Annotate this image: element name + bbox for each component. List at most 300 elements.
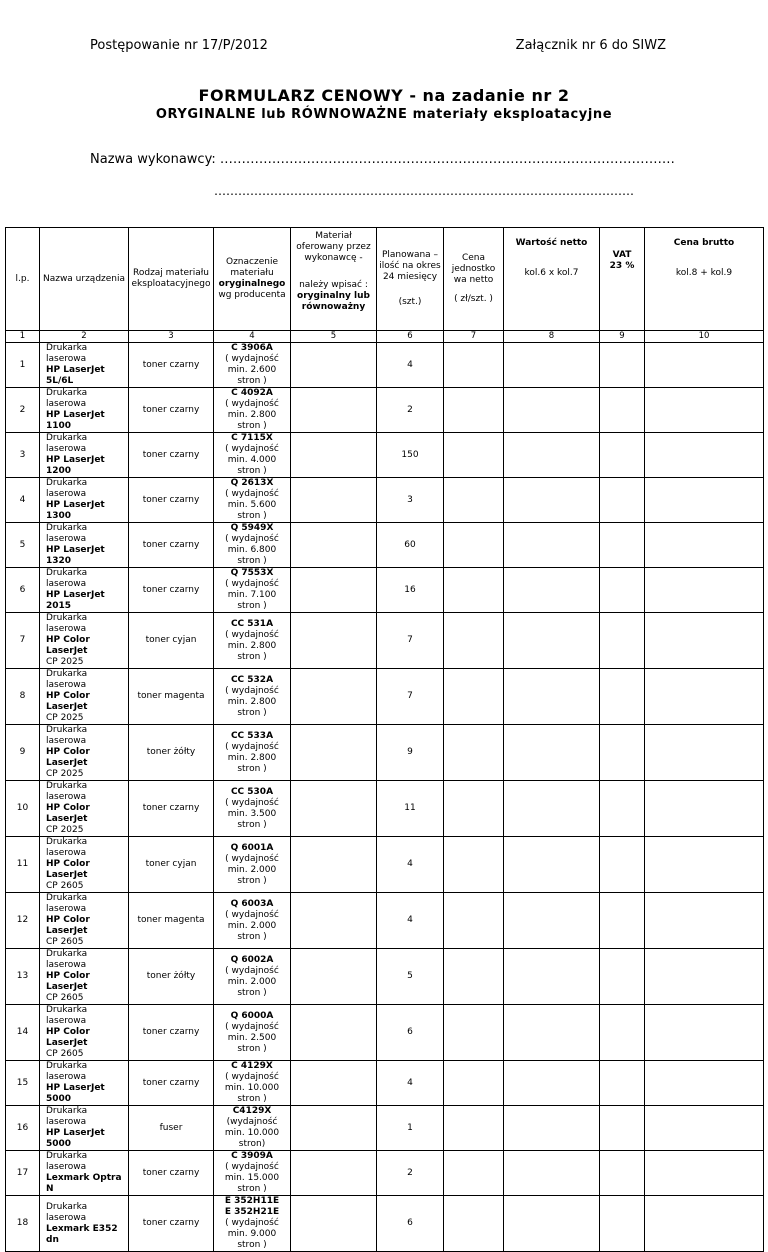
net-value-cell <box>504 781 600 837</box>
gross-price-cell <box>645 568 764 613</box>
gross-price-cell <box>645 613 764 669</box>
net-value-cell <box>504 837 600 893</box>
row-yield: ( wydajność min. 15.000 stron ) <box>224 1162 280 1194</box>
column-number-row <box>6 331 764 343</box>
unit-price-cell <box>444 478 504 523</box>
quantity-cell <box>377 1196 444 1252</box>
device-cell <box>40 949 129 1005</box>
quantity-cell <box>377 837 444 893</box>
row-type: toner czarny <box>142 539 200 550</box>
row-dev1: Drukarka laserowa <box>46 1151 88 1172</box>
row-yield: ( wydajność min. 6.800 stron ) <box>225 534 279 566</box>
gross-price-cell <box>645 669 764 725</box>
net-value-cell <box>504 949 600 1005</box>
row-qty: 16 <box>404 584 416 595</box>
net-value-cell <box>504 478 600 523</box>
header-quantity-line1: Planowana – ilość na okres 24 miesięcy <box>379 250 441 282</box>
quantity-cell <box>377 343 444 388</box>
unit-price-cell <box>444 568 504 613</box>
row-dev3: CP 2605 <box>46 1049 84 1059</box>
row-qty: 7 <box>407 691 413 701</box>
gross-price-cell <box>645 1005 764 1061</box>
row-type: toner cyjan <box>145 635 197 645</box>
quantity-cell <box>377 949 444 1005</box>
header-gross-line1: Cena brutto <box>673 238 735 248</box>
row-code: CC 530A <box>230 786 274 797</box>
row-dev2: HP Color LaserJet <box>46 915 90 936</box>
unit-price-cell <box>444 893 504 949</box>
net-value-cell <box>504 343 600 388</box>
table-row <box>6 893 764 949</box>
row-code: Q 2613X <box>230 478 274 488</box>
gross-price-cell <box>645 388 764 433</box>
device-cell <box>40 343 129 388</box>
offered-material-cell <box>291 893 377 949</box>
gross-price-cell <box>645 1061 764 1106</box>
unit-price-cell <box>444 1196 504 1252</box>
device-cell <box>40 837 129 893</box>
gross-price-cell <box>645 343 764 388</box>
material-type-cell <box>129 837 214 893</box>
quantity-cell <box>377 478 444 523</box>
vat-cell <box>600 949 645 1005</box>
row-dev2: HP LaserJet 5L/6L <box>46 365 105 386</box>
row-dev3: CP 2605 <box>46 881 84 891</box>
row-yield: ( wydajność min. 10.000 stron ) <box>224 1072 280 1104</box>
row-type: toner czarny <box>142 1027 200 1037</box>
row-lp: 17 <box>16 1167 29 1178</box>
row-yield: ( wydajność min. 2.800 stron ) <box>225 629 279 662</box>
table-row <box>6 1061 764 1106</box>
row-dev2: HP LaserJet 1300 <box>46 500 105 521</box>
row-lp: 2 <box>19 404 26 415</box>
unit-price-cell <box>444 781 504 837</box>
header-quantity <box>377 228 444 331</box>
row-code: C 4129X <box>231 1061 273 1071</box>
row-lp: 14 <box>16 1027 29 1037</box>
offered-material-cell <box>291 781 377 837</box>
original-code-cell <box>214 1061 291 1106</box>
gross-price-cell <box>645 837 764 893</box>
row-type: toner czarny <box>142 1077 200 1088</box>
row-dev1: Drukarka laserowa <box>46 388 88 409</box>
lp-cell <box>6 669 40 725</box>
offered-material-cell <box>291 1151 377 1196</box>
header-unit-price-line2: ( zł/szt. ) <box>454 294 493 304</box>
header-unit-price <box>444 228 504 331</box>
table-row <box>6 837 764 893</box>
row-dev1: Drukarka laserowa <box>46 433 88 454</box>
table-row <box>6 1196 764 1252</box>
table-header-row <box>6 228 764 331</box>
vat-cell <box>600 388 645 433</box>
net-value-cell <box>504 523 600 568</box>
material-type-cell <box>129 1106 214 1151</box>
row-yield: ( wydajność min. 2.800 stron ) <box>225 685 279 718</box>
lp-cell <box>6 893 40 949</box>
header-lp: l.p. <box>6 228 40 331</box>
original-code-cell <box>214 893 291 949</box>
row-type: toner czarny <box>142 1167 200 1178</box>
device-cell <box>40 1151 129 1196</box>
column-number: 7 <box>444 331 504 343</box>
device-cell <box>40 568 129 613</box>
original-code-cell <box>214 1005 291 1061</box>
row-qty: 6 <box>407 1218 413 1228</box>
vat-cell <box>600 433 645 478</box>
original-code-cell <box>214 669 291 725</box>
net-value-cell <box>504 893 600 949</box>
material-type-cell <box>129 478 214 523</box>
quantity-cell <box>377 669 444 725</box>
row-yield: ( wydajność min. 5.600 stron ) <box>225 489 279 521</box>
row-qty: 4 <box>407 915 413 925</box>
row-type: toner czarny <box>142 584 200 595</box>
offered-material-cell <box>291 1106 377 1151</box>
material-type-cell <box>129 613 214 669</box>
contractor-name-line <box>90 152 675 167</box>
material-type-cell <box>129 1061 214 1106</box>
header-offered-line3: oryginalny lub równoważny <box>297 291 370 312</box>
table-row <box>6 433 764 478</box>
lp-cell <box>6 523 40 568</box>
net-value-cell <box>504 568 600 613</box>
original-code-cell <box>214 1151 291 1196</box>
device-cell <box>40 725 129 781</box>
row-lp: 16 <box>16 1122 29 1133</box>
table-row <box>6 568 764 613</box>
contractor-label: Nazwa wykonawcy: <box>90 152 216 167</box>
row-dev2: HP Color LaserJet <box>46 803 90 824</box>
original-code-cell <box>214 613 291 669</box>
vat-cell <box>600 343 645 388</box>
original-code-cell <box>214 1106 291 1151</box>
net-value-cell <box>504 725 600 781</box>
row-dev1: Drukarka laserowa <box>46 949 88 970</box>
device-cell <box>40 1196 129 1252</box>
row-lp: 13 <box>16 971 29 981</box>
row-dev1: Drukarka laserowa <box>46 523 88 544</box>
quantity-cell <box>377 893 444 949</box>
lp-cell <box>6 725 40 781</box>
row-code: CC 532A <box>230 674 274 685</box>
table-row <box>6 781 764 837</box>
header-original-code-line3: wg producenta <box>218 290 286 300</box>
device-cell <box>40 388 129 433</box>
quantity-cell <box>377 781 444 837</box>
header-offered-line1: Materiał oferowany przez wykonawcę - <box>296 231 371 263</box>
row-dev2: HP LaserJet 2015 <box>46 590 105 611</box>
row-code: E 352H11E E 352H21E <box>224 1196 280 1217</box>
row-dev1: Drukarka laserowa <box>46 613 88 634</box>
row-qty: 4 <box>407 1077 413 1088</box>
row-lp: 4 <box>19 494 26 505</box>
row-dev1: Drukarka laserowa <box>46 1061 88 1082</box>
header-device: Nazwa urządzenia <box>40 228 129 331</box>
table-row <box>6 478 764 523</box>
row-yield: ( wydajność min. 2.800 stron ) <box>225 741 279 774</box>
offered-material-cell <box>291 725 377 781</box>
unit-price-cell <box>444 388 504 433</box>
offered-material-cell <box>291 669 377 725</box>
row-code: Q 6001A <box>230 842 274 853</box>
row-qty: 1 <box>407 1122 413 1133</box>
device-cell <box>40 781 129 837</box>
row-lp: 6 <box>19 584 26 595</box>
offered-material-cell <box>291 1005 377 1061</box>
row-yield: ( wydajność min. 2.500 stron ) <box>225 1021 279 1054</box>
row-dev2: HP Color LaserJet <box>46 1027 90 1048</box>
gross-price-cell <box>645 1106 764 1151</box>
row-dev2: Lexmark E352 dn <box>46 1223 118 1245</box>
gross-price-cell <box>645 433 764 478</box>
row-dev1: Drukarka laserowa <box>46 781 88 802</box>
row-dev3: CP 2025 <box>46 769 84 779</box>
vat-cell <box>600 837 645 893</box>
row-yield: ( wydajność min. 4.000 stron ) <box>225 444 279 476</box>
vat-cell <box>600 1196 645 1252</box>
material-type-cell <box>129 1196 214 1252</box>
row-lp: 5 <box>19 539 26 550</box>
original-code-cell <box>214 837 291 893</box>
row-qty: 60 <box>404 539 416 550</box>
row-dev1: Drukarka laserowa <box>46 568 88 589</box>
header-offered-material <box>291 228 377 331</box>
lp-cell <box>6 478 40 523</box>
net-value-cell <box>504 1196 600 1252</box>
gross-price-cell <box>645 725 764 781</box>
column-number: 6 <box>377 331 444 343</box>
row-type: toner czarny <box>142 803 200 813</box>
row-dev2: HP Color LaserJet <box>46 747 90 768</box>
lp-cell <box>6 388 40 433</box>
row-yield: ( wydajność min. 2.000 stron ) <box>225 965 279 998</box>
gross-price-cell <box>645 1151 764 1196</box>
net-value-cell <box>504 433 600 478</box>
unit-price-cell <box>444 613 504 669</box>
net-value-cell <box>504 1151 600 1196</box>
lp-cell <box>6 1005 40 1061</box>
procedure-number: Postępowanie nr 17/P/2012 <box>90 38 268 53</box>
table-row <box>6 1005 764 1061</box>
row-lp: 1 <box>19 359 26 370</box>
table-row <box>6 949 764 1005</box>
row-dev1: Drukarka laserowa <box>46 837 88 858</box>
vat-cell <box>600 1005 645 1061</box>
row-code: Q 6003A <box>230 898 274 909</box>
row-qty: 2 <box>407 404 413 415</box>
lp-cell <box>6 1196 40 1252</box>
row-qty: 6 <box>407 1027 413 1037</box>
row-code: CC 533A <box>230 730 274 741</box>
header-unit-price-line1: Cena jednostko wa netto <box>451 253 496 285</box>
material-type-cell <box>129 433 214 478</box>
row-dev1: Drukarka laserowa <box>46 893 88 914</box>
row-qty: 5 <box>407 971 413 981</box>
lp-cell <box>6 781 40 837</box>
row-code: C 7115X <box>231 433 273 443</box>
quantity-cell <box>377 388 444 433</box>
row-dev1: Drukarka laserowa <box>46 1201 88 1223</box>
header-gross-price <box>645 228 764 331</box>
row-qty: 4 <box>407 859 413 869</box>
row-type: toner magenta <box>137 691 205 701</box>
offered-material-cell <box>291 949 377 1005</box>
header-quantity-line2: (szt.) <box>398 297 422 307</box>
row-code: C 4092A <box>231 388 273 398</box>
lp-cell <box>6 433 40 478</box>
net-value-cell <box>504 1106 600 1151</box>
attachment-label: Załącznik nr 6 do SIWZ <box>515 38 666 53</box>
gross-price-cell <box>645 1196 764 1252</box>
gross-price-cell <box>645 893 764 949</box>
header-net-value <box>504 228 600 331</box>
row-dev1: Drukarka laserowa <box>46 343 88 364</box>
lp-cell <box>6 1061 40 1106</box>
quantity-cell <box>377 1005 444 1061</box>
column-number: 5 <box>291 331 377 343</box>
vat-cell <box>600 1061 645 1106</box>
form-subtitle: ORYGINALNE lub RÓWNOWAŻNE materiały eksploatacyjne <box>155 107 613 122</box>
price-table <box>5 227 764 1252</box>
header-original-code-line2: oryginalnego <box>218 279 286 289</box>
material-type-cell <box>129 343 214 388</box>
header-material-type: Rodzaj materiału eksploatacyjnego <box>129 228 214 331</box>
material-type-cell <box>129 781 214 837</box>
table-row <box>6 725 764 781</box>
original-code-cell <box>214 568 291 613</box>
row-lp: 15 <box>16 1077 29 1088</box>
lp-cell <box>6 568 40 613</box>
material-type-cell <box>129 893 214 949</box>
contractor-dots: …………………………………………………………………………………………… <box>219 152 675 167</box>
table-row <box>6 669 764 725</box>
row-dev2: Lexmark Optra N <box>46 1173 122 1194</box>
row-type: toner czarny <box>142 1218 200 1228</box>
row-yield: (wydajność min. 10.000 stron) <box>224 1117 280 1149</box>
row-dev2: HP Color LaserJet <box>46 971 90 992</box>
row-dev3: CP 2025 <box>46 713 84 723</box>
vat-cell <box>600 1151 645 1196</box>
contractor-dots-second-line: …………………………………………………………………………………………… <box>214 184 634 198</box>
quantity-cell <box>377 1061 444 1106</box>
row-dev3: CP 2605 <box>46 993 84 1003</box>
column-number: 8 <box>504 331 600 343</box>
vat-cell <box>600 568 645 613</box>
row-lp: 7 <box>19 635 26 645</box>
row-code: C4129X <box>232 1106 272 1116</box>
column-number: 10 <box>645 331 764 343</box>
material-type-cell <box>129 1005 214 1061</box>
row-yield: ( wydajność min. 9.000 stron ) <box>225 1218 279 1250</box>
column-number: 3 <box>129 331 214 343</box>
header-original-code <box>214 228 291 331</box>
row-dev2: HP Color LaserJet <box>46 635 90 656</box>
row-code: CC 531A <box>230 618 274 629</box>
header-offered-line2: należy wpisać : <box>299 280 368 290</box>
table-row <box>6 343 764 388</box>
material-type-cell <box>129 725 214 781</box>
form-title: FORMULARZ CENOWY - na zadanie nr 2 <box>198 86 570 105</box>
unit-price-cell <box>444 1061 504 1106</box>
row-dev2: HP LaserJet 1100 <box>46 410 105 431</box>
row-type: toner magenta <box>137 915 205 925</box>
unit-price-cell <box>444 523 504 568</box>
row-lp: 9 <box>19 747 26 757</box>
row-dev3: CP 2605 <box>46 937 84 947</box>
row-type: toner żółty <box>146 971 196 981</box>
column-number: 9 <box>600 331 645 343</box>
table-row <box>6 388 764 433</box>
offered-material-cell <box>291 837 377 893</box>
unit-price-cell <box>444 837 504 893</box>
row-dev3: CP 2025 <box>46 657 84 667</box>
row-lp: 10 <box>16 803 29 813</box>
net-value-cell <box>504 669 600 725</box>
row-qty: 4 <box>407 359 413 370</box>
offered-material-cell <box>291 568 377 613</box>
row-qty: 150 <box>401 449 419 460</box>
offered-material-cell <box>291 1061 377 1106</box>
vat-cell <box>600 478 645 523</box>
row-yield: ( wydajność min. 3.500 stron ) <box>225 797 279 830</box>
vat-cell <box>600 725 645 781</box>
row-lp: 3 <box>19 449 26 460</box>
row-dev2: HP LaserJet 5000 <box>46 1083 105 1104</box>
original-code-cell <box>214 478 291 523</box>
lp-cell <box>6 343 40 388</box>
row-dev3: CP 2025 <box>46 825 84 835</box>
vat-cell <box>600 669 645 725</box>
vat-cell <box>600 613 645 669</box>
row-lp: 12 <box>16 915 29 925</box>
lp-cell <box>6 1106 40 1151</box>
original-code-cell <box>214 433 291 478</box>
device-cell <box>40 893 129 949</box>
net-value-cell <box>504 1061 600 1106</box>
device-cell <box>40 478 129 523</box>
row-dev1: Drukarka laserowa <box>46 1005 88 1026</box>
row-yield: ( wydajność min. 2.600 stron ) <box>225 354 279 386</box>
vat-cell <box>600 781 645 837</box>
row-dev2: HP LaserJet 5000 <box>46 1128 105 1149</box>
row-code: Q 6000A <box>230 1010 274 1021</box>
row-code: Q 7553X <box>230 568 274 578</box>
row-type: toner czarny <box>142 449 200 460</box>
header-gross-line2: kol.8 + kol.9 <box>675 268 733 278</box>
gross-price-cell <box>645 949 764 1005</box>
material-type-cell <box>129 669 214 725</box>
row-lp: 8 <box>19 691 26 701</box>
table-row <box>6 613 764 669</box>
offered-material-cell <box>291 1196 377 1252</box>
row-yield: ( wydajność min. 7.100 stron ) <box>225 579 279 611</box>
net-value-cell <box>504 388 600 433</box>
offered-material-cell <box>291 388 377 433</box>
device-cell <box>40 613 129 669</box>
original-code-cell <box>214 343 291 388</box>
row-qty: 2 <box>407 1167 413 1178</box>
header-net-value-line1: Wartość netto <box>515 238 588 248</box>
offered-material-cell <box>291 523 377 568</box>
row-yield: ( wydajność min. 2.000 stron ) <box>225 853 279 886</box>
device-cell <box>40 1106 129 1151</box>
row-code: C 3906A <box>231 343 273 353</box>
row-qty: 7 <box>407 635 413 645</box>
row-type: toner żółty <box>146 747 196 757</box>
vat-cell <box>600 1106 645 1151</box>
net-value-cell <box>504 1005 600 1061</box>
